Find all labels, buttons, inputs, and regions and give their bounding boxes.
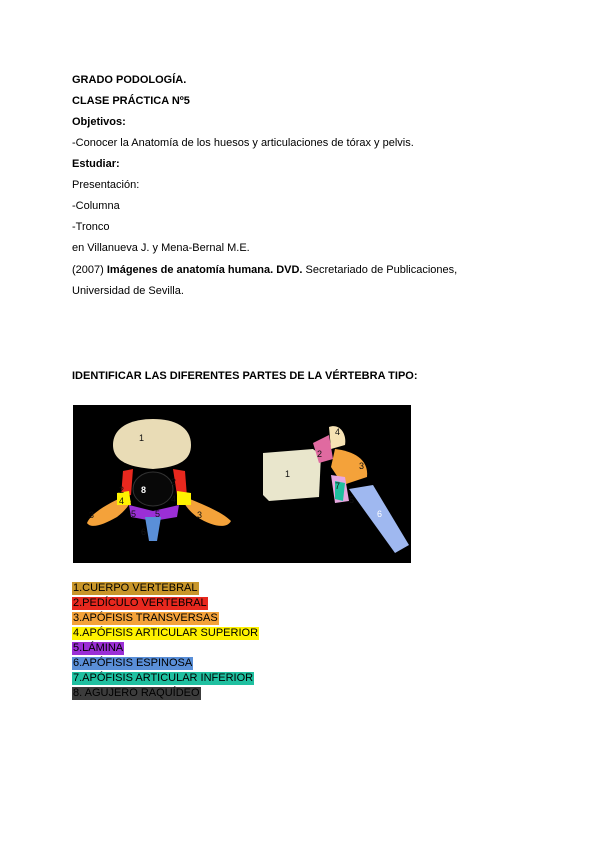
vertebra-figure — [73, 405, 411, 563]
legend-item-7: 7.APÓFISIS ARTICULAR INFERIOR — [73, 672, 254, 684]
vertebra-illustration — [73, 405, 411, 563]
vertebral-foramen — [133, 472, 173, 506]
superior-articular-right — [177, 491, 191, 505]
presentacion-text: Presentación: — [72, 179, 140, 191]
reference-publisher: Secretariado de Publicaciones, — [302, 264, 458, 276]
fig-label-4a: 4 — [119, 496, 125, 506]
fig-label-4b: 4 — [171, 494, 177, 504]
fig-label-lat-1: 1 — [285, 469, 291, 479]
lateral-spinous-process — [349, 485, 409, 553]
objetivos-text: -Conocer la Anatomía de los huesos y articulaciones de tórax y pelvis. — [72, 137, 414, 149]
lateral-body — [263, 449, 321, 501]
legend-item-2: 2.PEDÍCULO VERTEBRAL — [73, 597, 207, 609]
fig-label-lat-2: 2 — [317, 449, 323, 459]
objetivos-label: Objetivos: — [72, 116, 126, 128]
columna-text: -Columna — [72, 200, 120, 212]
fig-label-lat-7: 7 — [335, 481, 341, 491]
spinous-process — [145, 517, 161, 541]
legend-item-1: 1.CUERPO VERTEBRAL — [73, 582, 198, 594]
reference-year: (2007) — [72, 264, 107, 276]
tronco-text: -Tronco — [72, 221, 110, 233]
reference-title: Imágenes de anatomía humana. DVD. — [106, 264, 303, 276]
fig-label-3b: 3 — [197, 510, 203, 520]
legend-item-8: 8. AGUJERO RAQUÍDEO — [73, 687, 200, 699]
vertebra-superior-view — [87, 419, 231, 541]
document-title: GRADO PODOLOGÍA. — [72, 74, 187, 86]
fig-label-2b: 2 — [171, 477, 177, 487]
vertebral-body — [113, 419, 191, 469]
fig-label-1a: 1 — [139, 433, 145, 443]
fig-label-3a: 3 — [89, 510, 95, 520]
legend-item-3: 3.APÓFISIS TRANSVERSAS — [73, 612, 218, 624]
fig-label-6a: 6 — [141, 527, 147, 537]
fig-label-lat-6: 6 — [377, 509, 383, 519]
legend-item-5: 5.LÁMINA — [73, 642, 124, 654]
fig-label-lat-4: 4 — [335, 427, 341, 437]
legend-item-6: 6.APÓFISIS ESPINOSA — [73, 657, 193, 669]
fig-label-5a: 5 — [131, 509, 137, 519]
fig-label-2a: 2 — [119, 485, 125, 495]
legend-item-4: 4.APÓFISIS ARTICULAR SUPERIOR — [73, 627, 259, 639]
fig-label-5b: 5 — [155, 509, 161, 519]
fig-label-lat-3: 3 — [359, 461, 365, 471]
document-subtitle: CLASE PRÁCTICA Nº5 — [72, 95, 190, 107]
estudiar-label: Estudiar: — [72, 158, 120, 170]
reference-line — [72, 263, 457, 277]
reference-university: Universidad de Sevilla. — [72, 285, 184, 297]
authors-text: en Villanueva J. y Mena-Bernal M.E. — [72, 242, 250, 254]
section-title: IDENTIFICAR LAS DIFERENTES PARTES DE LA VÉRTEBRA TIPO: — [72, 370, 418, 382]
fig-label-8: 8 — [141, 485, 147, 495]
fig-label-lat-5: 5 — [349, 495, 355, 505]
